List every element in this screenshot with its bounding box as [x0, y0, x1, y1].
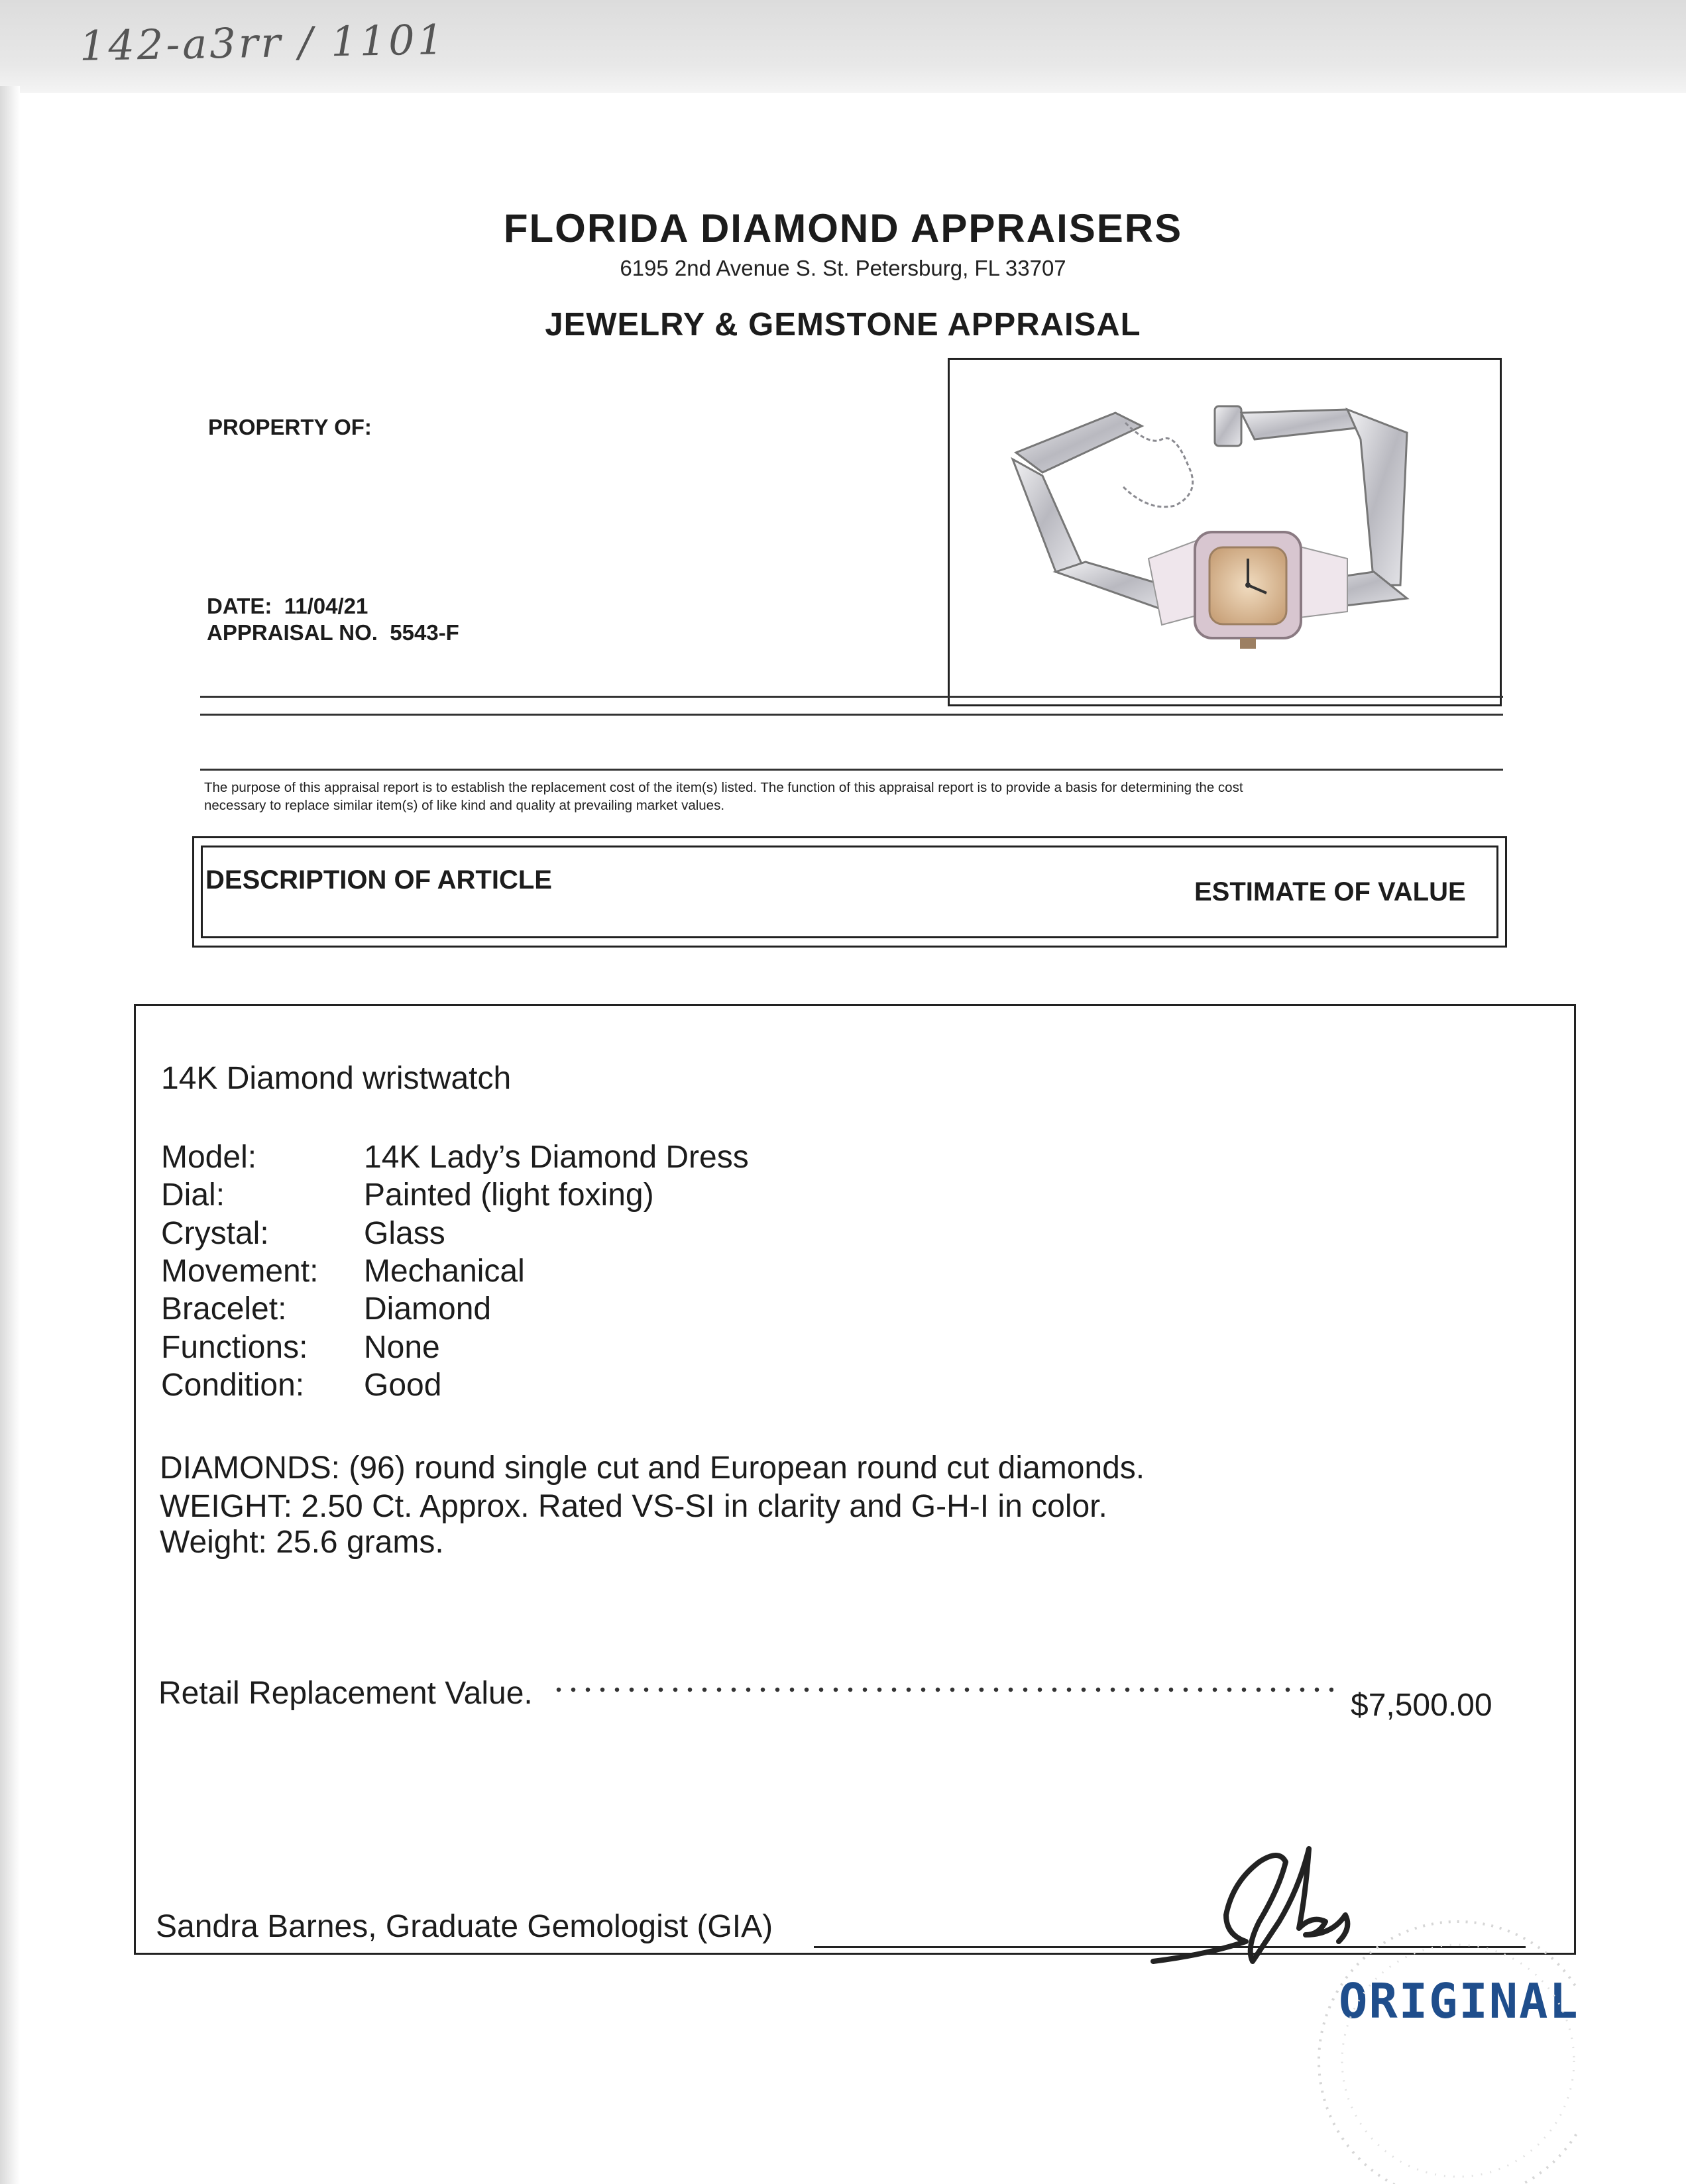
- date-value: 11/04/21: [284, 594, 368, 618]
- divider-line: [200, 714, 1503, 716]
- purpose-line-1: The purpose of this appraisal report is to establish the replacement cost of the item(s) listed. The function of this appraisal report is to provide a basis for determining the cost: [204, 780, 1243, 795]
- watch-image: [950, 360, 1500, 704]
- firm-address: 6195 2nd Avenue S. St. Petersburg, FL 33707: [620, 256, 1066, 280]
- description-header: DESCRIPTION OF ARTICLE: [205, 865, 552, 895]
- dot-leader: [551, 1686, 1333, 1693]
- value-amount: $7,500.00: [1351, 1688, 1492, 1723]
- spec-value: Glass: [364, 1216, 445, 1251]
- date-label: DATE:: [207, 594, 272, 618]
- spec-value: Mechanical: [364, 1254, 525, 1289]
- original-stamp: ORIGINAL: [1339, 1973, 1579, 2029]
- spec-row: [161, 1139, 749, 1175]
- weight-line: WEIGHT: 2.50 Ct. Approx. Rated VS-SI in clarity and G-H-I in color.: [160, 1489, 1107, 1524]
- spec-label: Dial:: [161, 1177, 225, 1213]
- spec-value: Good: [364, 1368, 442, 1403]
- spec-value: Painted (light foxing): [364, 1177, 654, 1213]
- spec-label: Functions:: [161, 1330, 308, 1365]
- spec-value: None: [364, 1330, 440, 1365]
- appraisal-row: [207, 620, 459, 645]
- spec-value: Diamond: [364, 1291, 492, 1327]
- spec-label: Crystal:: [161, 1216, 269, 1251]
- signatory-name: Sandra Barnes, Graduate Gemologist (GIA): [156, 1909, 773, 1944]
- date-row: [207, 594, 368, 619]
- appraisal-label: APPRAISAL NO.: [207, 620, 378, 645]
- spec-row: [161, 1291, 492, 1327]
- firm-name: FLORIDA DIAMOND APPRAISERS: [503, 206, 1183, 250]
- appraisal-value: 5543-F: [390, 620, 459, 645]
- grams-line: Weight: 25.6 grams.: [160, 1525, 444, 1560]
- spec-value: 14K Lady’s Diamond Dress: [364, 1140, 749, 1175]
- spec-label: Bracelet:: [161, 1291, 287, 1327]
- diamonds-line: DIAMONDS: (96) round single cut and European round cut diamonds.: [160, 1450, 1145, 1486]
- handwritten-note: 142-a3rr / 1101: [79, 15, 447, 70]
- spec-row: [161, 1253, 525, 1289]
- spec-label: Model:: [161, 1140, 257, 1175]
- property-label: PROPERTY OF:: [208, 415, 372, 439]
- embossed-seal: [1259, 1895, 1577, 2184]
- item-photo: [948, 358, 1502, 706]
- divider-line: [200, 769, 1503, 771]
- spec-row: [161, 1177, 654, 1213]
- report-title: JEWELRY & GEMSTONE APPRAISAL: [545, 307, 1141, 343]
- scan-left-edge: [0, 86, 20, 2184]
- value-label: Retail Replacement Value.: [158, 1676, 533, 1711]
- estimate-header: ESTIMATE OF VALUE: [1194, 877, 1466, 906]
- purpose-statement: [204, 779, 1503, 814]
- purpose-line-2: necessary to replace similar item(s) of like kind and quality at prevailing market values.: [204, 798, 725, 813]
- divider-line: [200, 696, 1503, 698]
- spec-row: [161, 1367, 442, 1403]
- spec-label: Movement:: [161, 1254, 319, 1289]
- spec-row: [161, 1329, 440, 1366]
- article-title: 14K Diamond wristwatch: [161, 1061, 512, 1096]
- spec-label: Condition:: [161, 1368, 305, 1403]
- spec-row: [161, 1215, 445, 1252]
